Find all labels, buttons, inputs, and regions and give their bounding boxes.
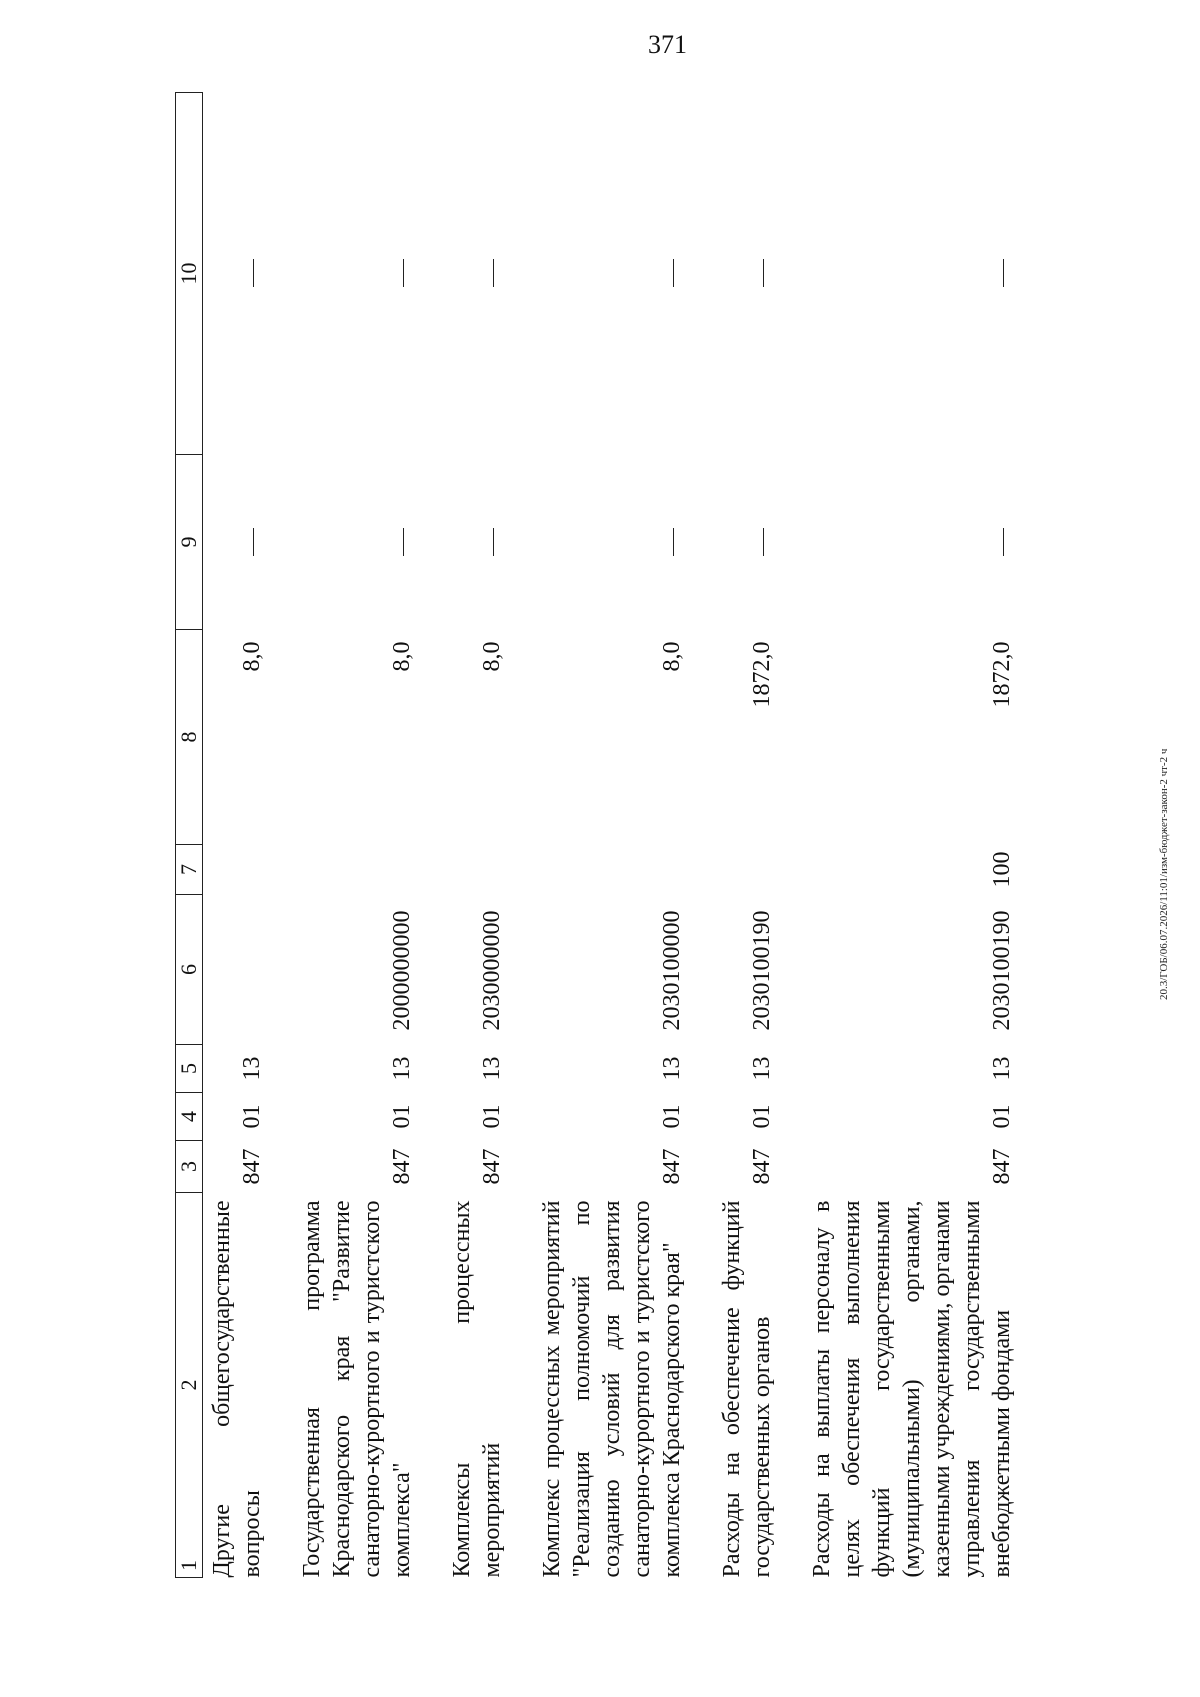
dash-mark (253, 260, 254, 288)
header-row (176, 93, 203, 1578)
dash-cell (203, 455, 268, 630)
code-section-cell: 01 (479, 1104, 505, 1129)
amount-cell: 1872,0 (989, 641, 1015, 708)
dash-mark (253, 528, 254, 556)
target-article-cell: 2030100190 (989, 910, 1015, 1031)
code-subsection-cell: 13 (989, 1056, 1015, 1081)
code-ministry-cell: 847 (389, 1148, 415, 1185)
dash-cell (533, 93, 687, 455)
column-header: 10 (176, 93, 203, 455)
code-subsection-cell: 13 (239, 1056, 265, 1081)
code-subsection-cell: 13 (479, 1056, 505, 1081)
table-row (803, 93, 1017, 1578)
dash-cell (293, 455, 417, 630)
dash-mark (763, 260, 764, 288)
row-spacer (687, 93, 713, 1578)
dash-mark (403, 528, 404, 556)
row-spacer (777, 93, 803, 1578)
table-body (203, 93, 1018, 1578)
code-section-cell: 01 (989, 1104, 1015, 1129)
row-name-cell: Расходы на выплаты персоналу в целях обеспечения выполнения функций государственными (муниципальными) органами, казенными учреждениями, органами управления государственными внебюджетными фондами (809, 1200, 1015, 1578)
row-name-cell: Комплекс процессных мероприятий "Реализация полномочий по созданию условий для развития санаторно-курортного и туристского комплекса Краснодарского края" (539, 1200, 685, 1578)
table-row (443, 93, 507, 1578)
code-section-cell: 01 (659, 1104, 685, 1129)
amount-cell: 8,0 (389, 641, 415, 672)
dash-mark (493, 528, 494, 556)
code-ministry-cell: 847 (659, 1148, 685, 1185)
dash-cell (803, 93, 1017, 455)
target-article-cell (203, 895, 268, 1045)
amount-cell: 8,0 (659, 641, 685, 672)
code-ministry-cell: 847 (239, 1148, 265, 1185)
amount-cell: 1872,0 (749, 641, 775, 708)
column-header: 8 (176, 630, 203, 845)
code-ministry-cell: 847 (479, 1148, 505, 1185)
column-header: 6 (176, 895, 203, 1045)
page-number: 371 (648, 30, 687, 59)
column-header-1: 1 (176, 1560, 201, 1571)
code-section-cell: 01 (239, 1104, 265, 1129)
column-header: 5 (176, 1045, 203, 1093)
dash-mark (673, 260, 674, 288)
table-row (713, 93, 777, 1578)
table-row (293, 93, 417, 1578)
dash-mark (763, 528, 764, 556)
code-ministry-cell: 847 (989, 1148, 1015, 1185)
column-header-2: 2 (176, 1379, 201, 1391)
table-row (203, 93, 268, 1578)
rotated-table-sheet (175, 93, 1075, 1578)
dash-cell (713, 455, 777, 630)
target-article-cell: 2030100190 (749, 910, 775, 1031)
footer-code: 20.3/ГОБ/06.07.2026/11:01/изм-бюджет-закон-2 чт-2 ч (1158, 748, 1170, 1000)
target-article-cell: 2030000000 (479, 910, 505, 1031)
row-spacer (507, 93, 533, 1578)
dash-cell (803, 455, 1017, 630)
row-spacer (417, 93, 443, 1578)
code-subsection-cell: 13 (659, 1056, 685, 1081)
target-article-cell: 2030100000 (659, 910, 685, 1031)
column-header: 7 (176, 845, 203, 895)
dash-cell (293, 93, 417, 455)
code-subsection-cell: 13 (749, 1056, 775, 1081)
dash-mark (1003, 528, 1004, 556)
dash-mark (403, 260, 404, 288)
expense-type-cell (203, 845, 268, 895)
dash-mark (493, 260, 494, 288)
expense-type-cell (713, 845, 777, 895)
target-article-cell: 2000000000 (389, 910, 415, 1031)
expense-type-cell (293, 845, 417, 895)
column-header: 4 (176, 1093, 203, 1141)
dash-mark (1003, 260, 1004, 288)
dash-cell (533, 455, 687, 630)
amount-cell: 8,0 (239, 641, 265, 672)
column-header: 3 (176, 1141, 203, 1193)
dash-cell (713, 93, 777, 455)
table-row (533, 93, 687, 1578)
dash-cell (443, 93, 507, 455)
dash-cell (443, 455, 507, 630)
dash-mark (673, 528, 674, 556)
code-ministry-cell: 847 (749, 1148, 775, 1185)
row-name-cell: Государственная программа Краснодарского края "Развитие санаторно-курортного и туристского комплекса" (299, 1200, 415, 1578)
column-header (176, 1193, 203, 1578)
row-spacer (267, 93, 293, 1578)
amount-cell: 8,0 (479, 641, 505, 672)
column-header: 9 (176, 455, 203, 630)
row-name-cell: Комплексы процессных мероприятий (449, 1200, 505, 1578)
code-subsection-cell: 13 (389, 1056, 415, 1081)
expense-type-cell (533, 845, 687, 895)
dash-cell (203, 93, 268, 455)
row-name-cell: Расходы на обеспечение функций государственных органов (719, 1200, 775, 1578)
code-section-cell: 01 (389, 1104, 415, 1129)
row-name-cell: Другие общегосударственные вопросы (209, 1200, 265, 1578)
expense-type-cell: 100 (989, 851, 1015, 888)
expense-type-cell (443, 845, 507, 895)
code-section-cell: 01 (749, 1104, 775, 1129)
budget-table (175, 92, 1017, 1578)
